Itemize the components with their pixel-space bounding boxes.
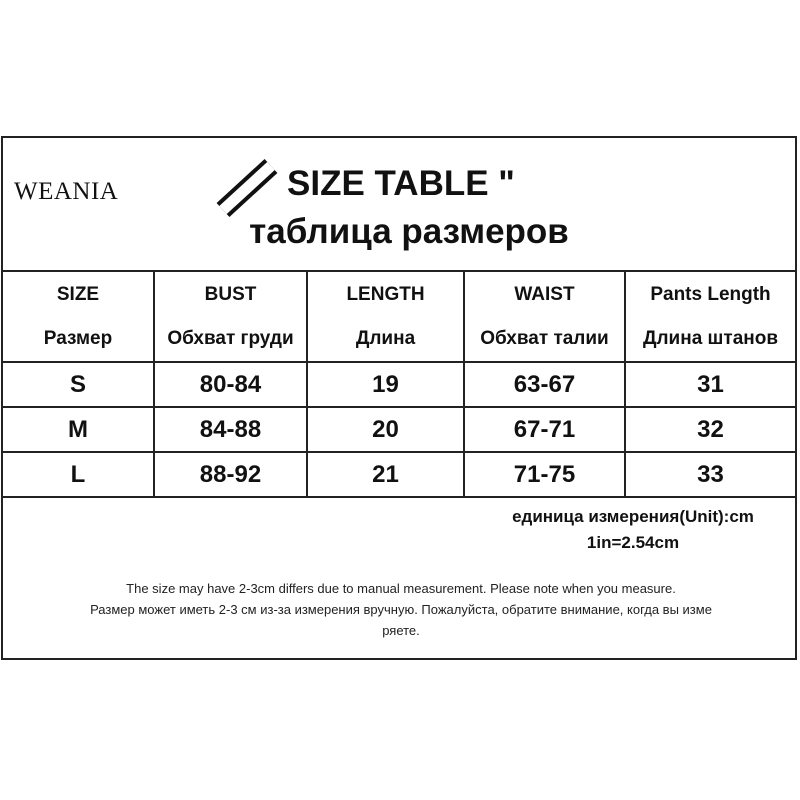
table-row-l xyxy=(3,452,795,497)
size-chart-frame xyxy=(1,136,797,660)
cell-size: L xyxy=(3,452,154,497)
header-label-en: WAIST xyxy=(514,283,575,305)
cell-waist: 63-67 xyxy=(464,362,625,407)
cell-length: 20 xyxy=(307,407,464,452)
header-label-ru: Обхват груди xyxy=(167,327,294,349)
disclaimer-russian-line2: ряете. xyxy=(382,623,420,638)
header-pants-length xyxy=(625,272,795,362)
header-length xyxy=(307,272,464,362)
header-label-ru: Длина штанов xyxy=(642,327,779,349)
cell-size: S xyxy=(3,362,154,407)
header-size xyxy=(3,272,154,362)
header-label-en: SIZE xyxy=(56,283,100,305)
cell-bust: 88-92 xyxy=(154,452,307,497)
measurement-disclaimer xyxy=(3,578,799,641)
title-russian: таблица размеров xyxy=(249,212,569,251)
cell-length: 21 xyxy=(307,452,464,497)
size-table xyxy=(3,272,795,498)
header-label-ru: Длина xyxy=(355,327,416,349)
header-label-en: LENGTH xyxy=(346,283,425,305)
cell-pants-length: 32 xyxy=(625,407,795,452)
header-label-ru: Обхват талии xyxy=(480,327,609,349)
header-label-ru: Размер xyxy=(43,327,113,349)
cell-length: 19 xyxy=(307,362,464,407)
table-row-s xyxy=(3,362,795,407)
chart-header xyxy=(3,138,795,272)
header-label-en: BUST xyxy=(204,283,257,305)
header-waist xyxy=(464,272,625,362)
cell-pants-length: 33 xyxy=(625,452,795,497)
unit-note xyxy=(443,504,800,556)
cell-size: M xyxy=(3,407,154,452)
table-row-m xyxy=(3,407,795,452)
table-header-row xyxy=(3,272,795,362)
cell-waist: 67-71 xyxy=(464,407,625,452)
cell-bust: 80-84 xyxy=(154,362,307,407)
brand-logo: WEANIA xyxy=(14,178,119,205)
disclaimer-english: The size may have 2-3cm differs due to manual measurement. Please note when you measure. xyxy=(126,581,676,596)
disclaimer-russian-line1: Размер может иметь 2-3 см из-за измерения вручную. Пожалуйста, обратите внимание, когда вы изме xyxy=(90,602,712,617)
unit-note-line: единица измерения(Unit):cm xyxy=(512,507,754,526)
cell-pants-length: 31 xyxy=(625,362,795,407)
title-english: SIZE TABLE " xyxy=(287,164,515,203)
cell-waist: 71-75 xyxy=(464,452,625,497)
unit-conversion-line: 1in=2.54cm xyxy=(586,533,680,552)
header-label-en: Pants Length xyxy=(650,283,771,305)
header-bust xyxy=(154,272,307,362)
cell-bust: 84-88 xyxy=(154,407,307,452)
